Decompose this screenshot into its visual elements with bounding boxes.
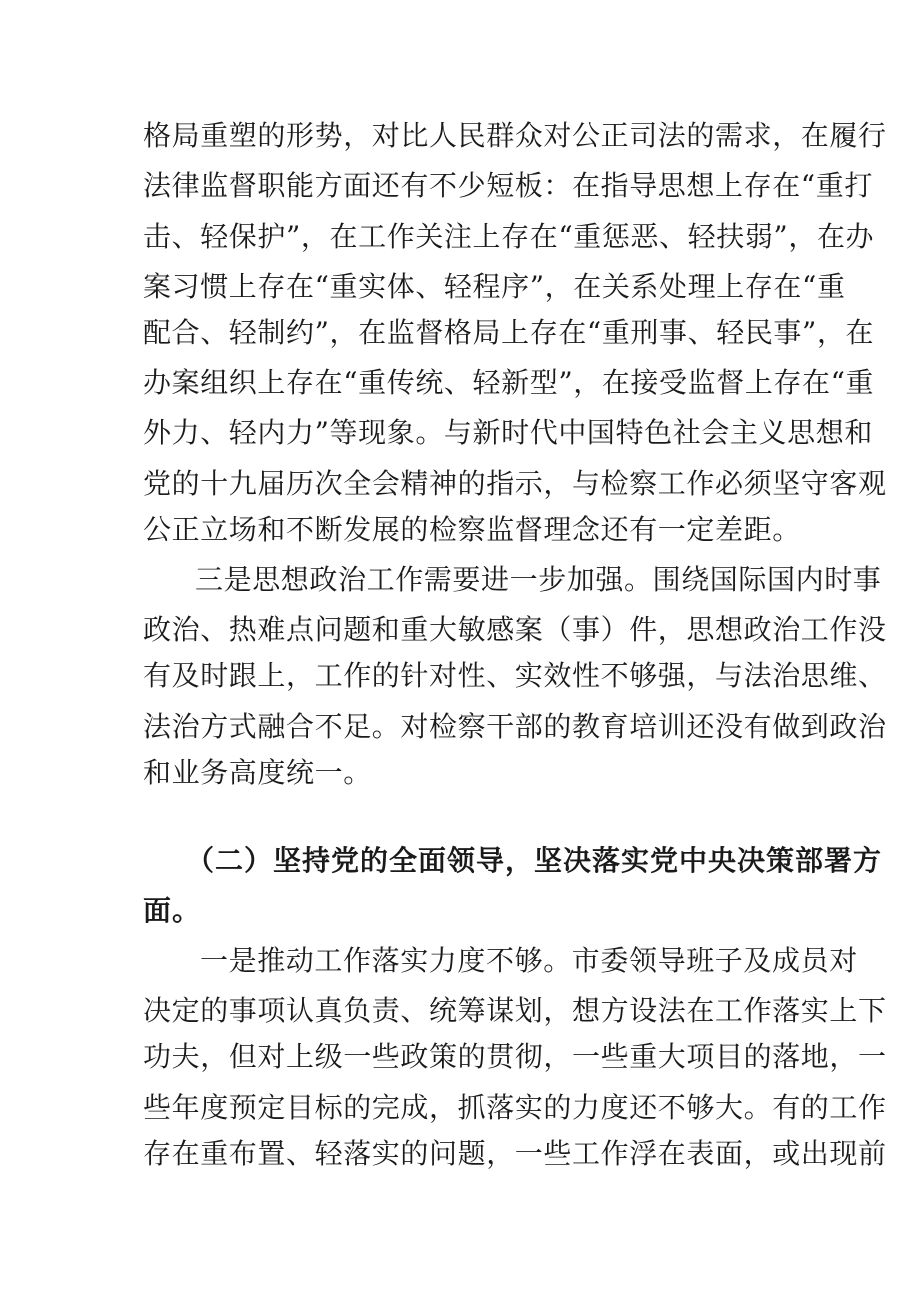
text-line: 案习惯上存在“重实体、轻程序”，在关系处理上存在“重 [143, 270, 846, 303]
text-line: 三是思想政治工作需要进一步加强。围绕国际国内时事 [195, 563, 882, 596]
text-line: 功夫，但对上级一些政策的贯彻，一些重大项目的落地，一 [143, 1040, 887, 1073]
text-line: 些年度预定目标的完成，抓落实的力度还不够大。有的工作 [143, 1091, 887, 1124]
section-heading: 面。 [143, 894, 202, 927]
text-line: 法律监督职能方面还有不少短板：在指导思想上存在“重打 [143, 169, 873, 202]
text-line: 法治方式融合不足。对检察干部的教育培训还没有做到政治 [143, 710, 887, 743]
text-line: 格局重塑的形势，对比人民群众对公正司法的需求，在履行 [143, 119, 887, 152]
text-line: 配合、轻制约”，在监督格局上存在“重刑事、轻民事”，在 [143, 316, 875, 349]
text-line: 有及时跟上，工作的针对性、实效性不够强，与法治思维、 [143, 659, 887, 692]
text-line: 公正立场和不断发展的检察监督理念还有一定差距。 [143, 513, 801, 546]
text-line: 政治、热难点问题和重大敏感案（事）件，思想政治工作没 [143, 613, 887, 646]
text-line: 决定的事项认真负责、统筹谋划，想方设法在工作落实上下 [143, 994, 887, 1027]
section-heading: （二）坚持党的全面领导，坚决落实党中央决策部署方 [186, 844, 883, 877]
text-line: 外力、轻内力”等现象。与新时代中国特色社会主义思想和 [143, 416, 873, 449]
text-line: 存在重布置、轻落实的问题，一些工作浮在表面，或出现前 [143, 1137, 887, 1170]
text-line: 和业务高度统一。 [143, 756, 372, 789]
text-line: 一是推动工作落实力度不够。市委领导班子及成员对 [200, 944, 858, 977]
text-line: 党的十九届历次全会精神的指示，与检察工作必须坚守客观 [143, 467, 887, 500]
text-line: 办案组织上存在“重传统、轻新型”，在接受监督上存在“重 [143, 366, 875, 399]
text-line: 击、轻保护”，在工作关注上存在“重惩恶、轻扶弱”，在办 [143, 220, 875, 253]
